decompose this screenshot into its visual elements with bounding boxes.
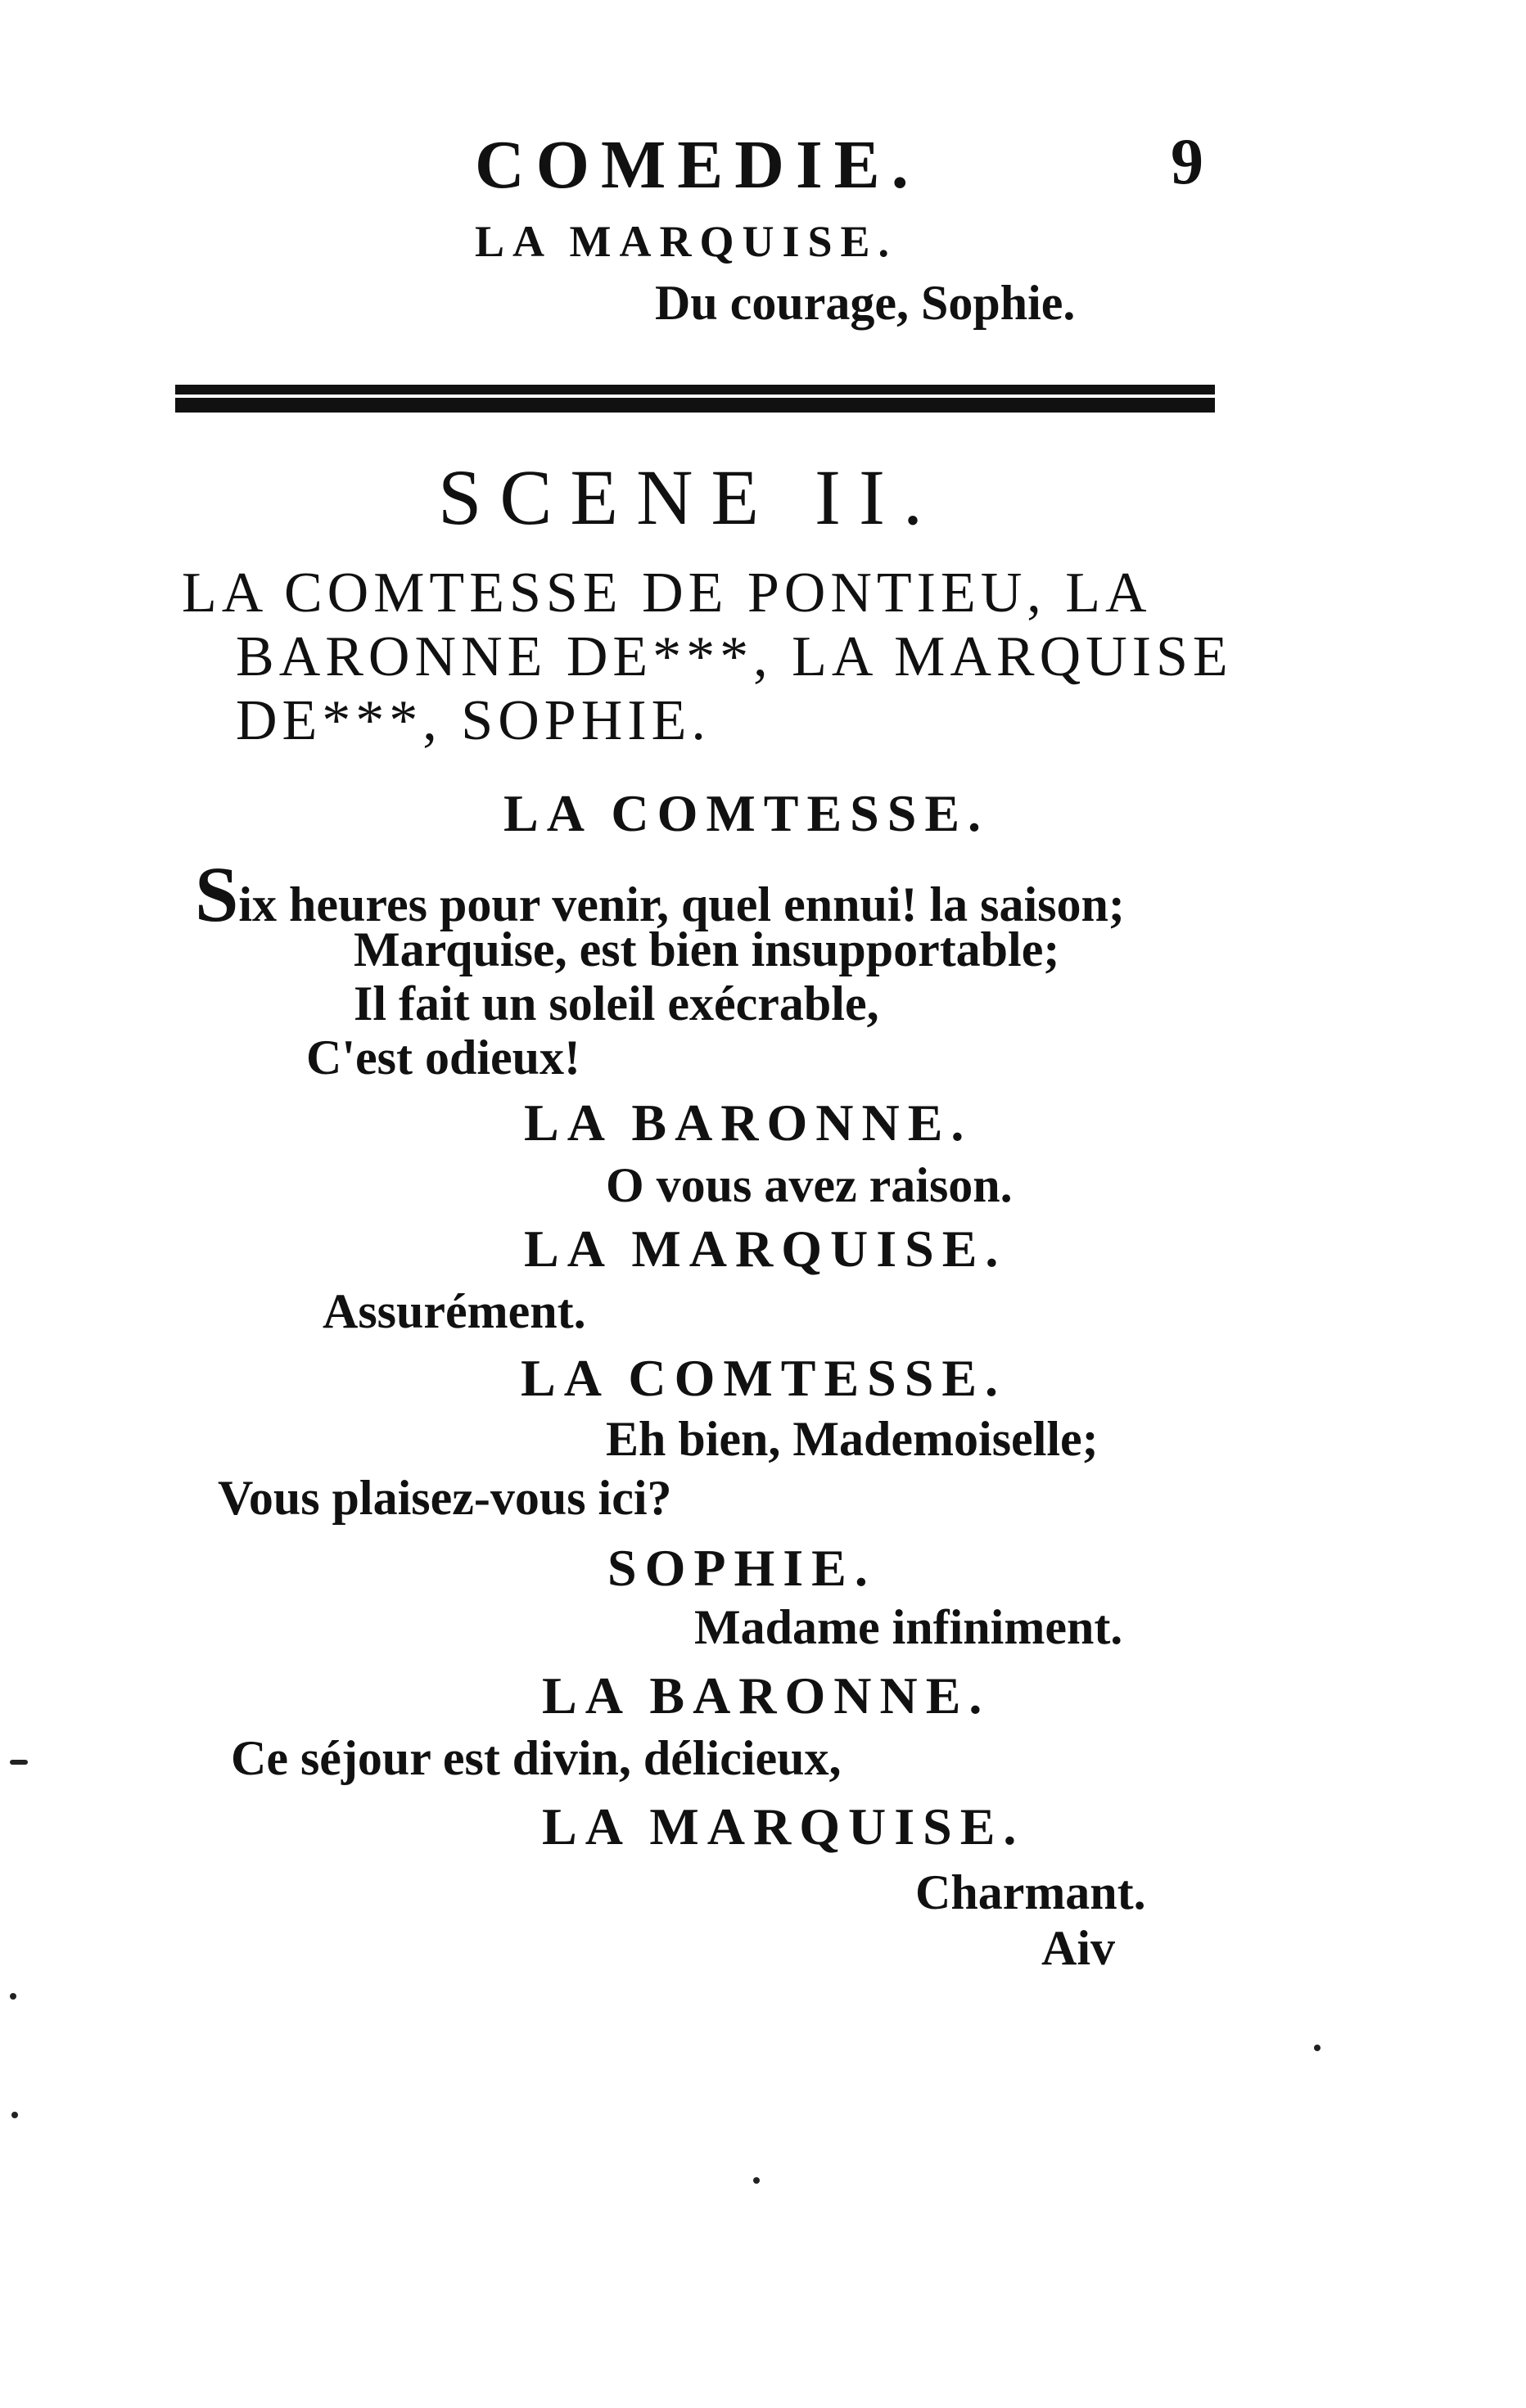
cast-list-line: BARONNE DE***, LA MARQUISE (236, 625, 1233, 688)
speaker-label: LA COMTESSE. (521, 1349, 1007, 1407)
ink-speck (753, 2177, 760, 2184)
speech-line: Du courage, Sophie. (655, 276, 1076, 330)
speaker-label: LA MARQUISE. (542, 1797, 1025, 1856)
speaker-label: LA MARQUISE. (524, 1220, 1007, 1278)
speech-line: C'est odieux! (306, 1030, 580, 1085)
ink-speck (10, 1760, 28, 1765)
speaker-label: LA BARONNE. (524, 1094, 973, 1152)
speaker-label: SOPHIE. (607, 1539, 876, 1597)
ornamental-rule (175, 385, 1215, 413)
speech-line: Charmant. (915, 1865, 1146, 1919)
scene-title: SCENE II. (438, 453, 941, 541)
speaker-label: LA COMTESSE. (503, 784, 990, 842)
cast-list-line: LA COMTESSE DE PONTIEU, LA (182, 561, 1152, 625)
speech-line: Il fait un soleil exécrable, (354, 976, 879, 1030)
speech-line: Marquise, est bien insupportable; (354, 922, 1060, 976)
speech-text: ix heures pour venir, quel ennui! la saison; (238, 877, 1125, 931)
ink-speck (11, 2112, 18, 2118)
speech-line: Eh bien, Mademoiselle; (606, 1412, 1099, 1466)
speaker-label: LA BARONNE. (542, 1666, 991, 1725)
speech-line: Vous plaisez-vous ici? (218, 1471, 672, 1525)
ink-speck (1314, 2045, 1321, 2051)
drop-cap: S (195, 850, 239, 938)
cast-list-line: DE***, SOPHIE. (236, 689, 711, 752)
speech-line: Madame infiniment. (694, 1600, 1123, 1654)
speech-line: Ce séjour est divin, délicieux, (231, 1731, 842, 1785)
ink-speck (10, 1993, 16, 2000)
page-number: 9 (1171, 126, 1203, 198)
signature-mark: Aiv (1041, 1921, 1115, 1975)
speaker-label: LA MARQUISE. (475, 217, 898, 266)
speech-line: O vous avez raison. (606, 1158, 1013, 1212)
speech-line: Assurément. (323, 1284, 586, 1338)
running-head: COMEDIE. (475, 127, 920, 203)
